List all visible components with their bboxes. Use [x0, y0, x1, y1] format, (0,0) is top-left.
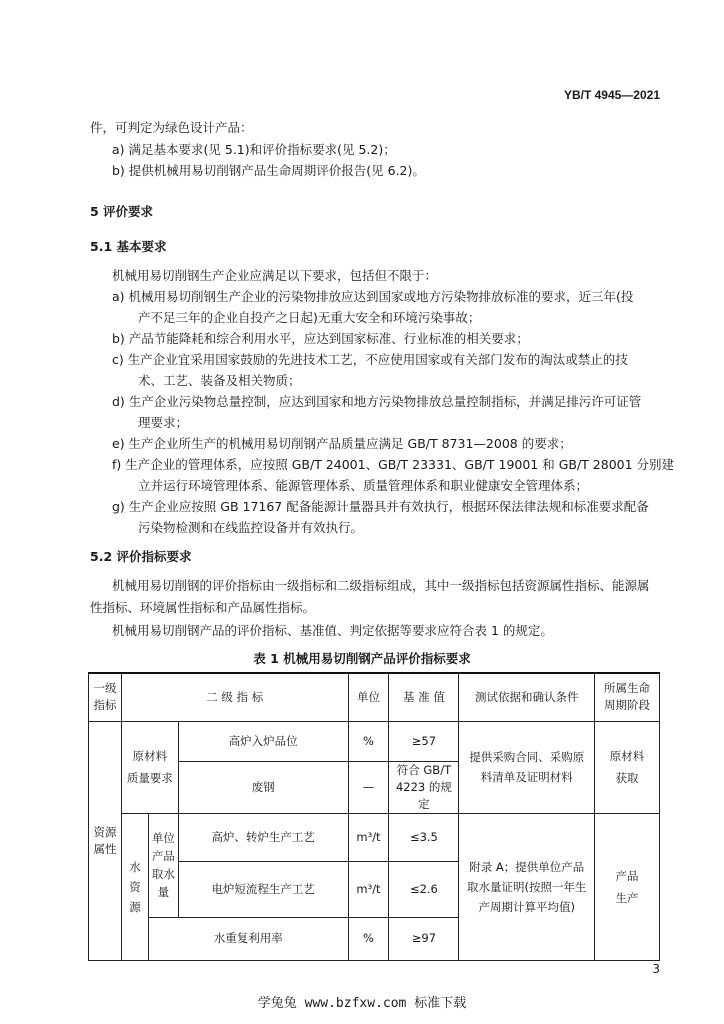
list-item-a: a) 满足基本要求(见 5.1)和评价指标要求(见 5.2)；: [112, 142, 396, 157]
table-cell: —: [348, 761, 389, 813]
basic-intro: 机械用易切削钢生产企业应满足以下要求，包括但不限于：: [112, 268, 438, 283]
list-item-line: 产不足三年的企业自投产之日起)无重大安全和环境污染事故；: [138, 310, 481, 325]
header-basis: 测试依据和确认条件: [459, 673, 595, 721]
footer-watermark: 学兔兔 www.bzfxw.com 标准下载: [257, 996, 467, 1011]
section-5-1-heading: 5.1 基本要求: [90, 239, 167, 254]
table-cell: 电炉短流程生产工艺: [178, 861, 348, 917]
table-cell: ≥57: [389, 721, 459, 761]
table-cell: ≥97: [389, 917, 459, 960]
table-cell: ≤3.5: [389, 813, 459, 861]
list-item-line: 污染物检测和在线监控设备并有效执行。: [138, 520, 364, 535]
table-cell: m³/t: [348, 813, 389, 861]
list-item-line: c) 生产企业宜采用国家鼓励的先进技术工艺，不应使用国家或有关部门发布的淘汰或禁止的技: [112, 352, 628, 367]
list-item-line: a) 机械用易切削钢生产企业的污染物排放应达到国家或地方污染物排放标准的要求，近三年(投: [112, 289, 634, 304]
header-stage: 所属生命 周期阶段: [595, 673, 660, 721]
evaluation-table: [88, 672, 660, 961]
table-cell: 水重复利用率: [148, 917, 348, 960]
table-cell: 高炉入炉品位: [178, 721, 348, 761]
table-cell: 废钢: [178, 761, 348, 813]
eval-paragraph-line: 机械用易切削钢的评价指标由一级指标和二级指标组成，其中一级指标包括资源属性指标、能源属: [112, 578, 650, 593]
table-cell: %: [348, 917, 389, 960]
table-cell: 符合 GB/T 4223 的规定: [389, 761, 459, 813]
list-item-line: b) 产品节能降耗和综合利用水平，应达到国家标准、行业标准的相关要求；: [112, 331, 529, 346]
list-item-line: d) 生产企业污染物总量控制，应达到国家和地方污染物排放总量控制指标，并满足排污许可证管: [112, 394, 642, 409]
water-basis-cell: 附录 A；提供单位产品 取水量证明(按照一年生 产周期计算平均值): [459, 813, 595, 960]
basic-requirements-list: [112, 289, 674, 541]
table-cell: m³/t: [348, 861, 389, 917]
page-number: 3: [652, 962, 660, 976]
water-resource-cell: 水资 源: [121, 813, 148, 960]
raw-stage-cell: 原材料 获取: [595, 721, 660, 813]
table-caption: 表 1 机械用易切削钢产品评价指标要求: [253, 651, 471, 666]
list-item-line: 理要求；: [138, 415, 189, 430]
document-code: YB/T 4945—2021: [563, 88, 660, 102]
table-cell: %: [348, 721, 389, 761]
raw-material-cell: 原材料 质量要求: [121, 721, 178, 813]
list-item-line: 立并运行环境管理体系、能源管理体系、质量管理体系和职业健康安全管理体系；: [138, 478, 589, 493]
paragraph-line: 件，可判定为绿色设计产品：: [90, 120, 253, 135]
section-5-2-heading: 5.2 评价指标要求: [90, 549, 192, 564]
table-cell: ≤2.6: [389, 861, 459, 917]
list-item-line: g) 生产企业应按照 GB 17167 配备能源计量器具并有效执行，根据环保法律法规和标准要求配备: [112, 499, 649, 514]
eval-paragraph-line: 机械用易切削钢产品的评价指标、基准值、判定依据等要求应符合表 1 的规定。: [112, 623, 553, 638]
header-level1: 一级 指标: [89, 673, 122, 721]
list-item-line: e) 生产企业所生产的机械用易切削钢产品质量应满足 GB/T 8731—2008 的要求；: [112, 436, 572, 451]
list-item-line: 术、工艺、装备及相关物质；: [138, 373, 301, 388]
section-5-heading: 5 评价要求: [90, 204, 154, 219]
header-baseline: 基 准 值: [389, 673, 459, 721]
water-stage-cell: 产品 生产: [595, 813, 660, 960]
resource-attribute-cell: 资源 属性: [89, 721, 122, 960]
header-unit: 单位: [348, 673, 389, 721]
unit-water-cell: 单位 产品 取水 量: [148, 813, 178, 917]
list-item-line: f) 生产企业的管理体系，应按照 GB/T 24001、GB/T 23331、GB/T 19001 和 GB/T 28001 分别建: [112, 457, 675, 472]
table-cell: 高炉、转炉生产工艺: [178, 813, 348, 861]
list-item-b: b) 提供机械用易切削钢产品生命周期评价报告(见 6.2)。: [112, 163, 425, 178]
header-level2: 二 级 指 标: [121, 673, 348, 721]
eval-paragraph-line: 性指标、环境属性指标和产品属性指标。: [90, 600, 316, 615]
raw-basis-cell: 提供采购合同、采购原 料清单及证明材料: [459, 721, 595, 813]
